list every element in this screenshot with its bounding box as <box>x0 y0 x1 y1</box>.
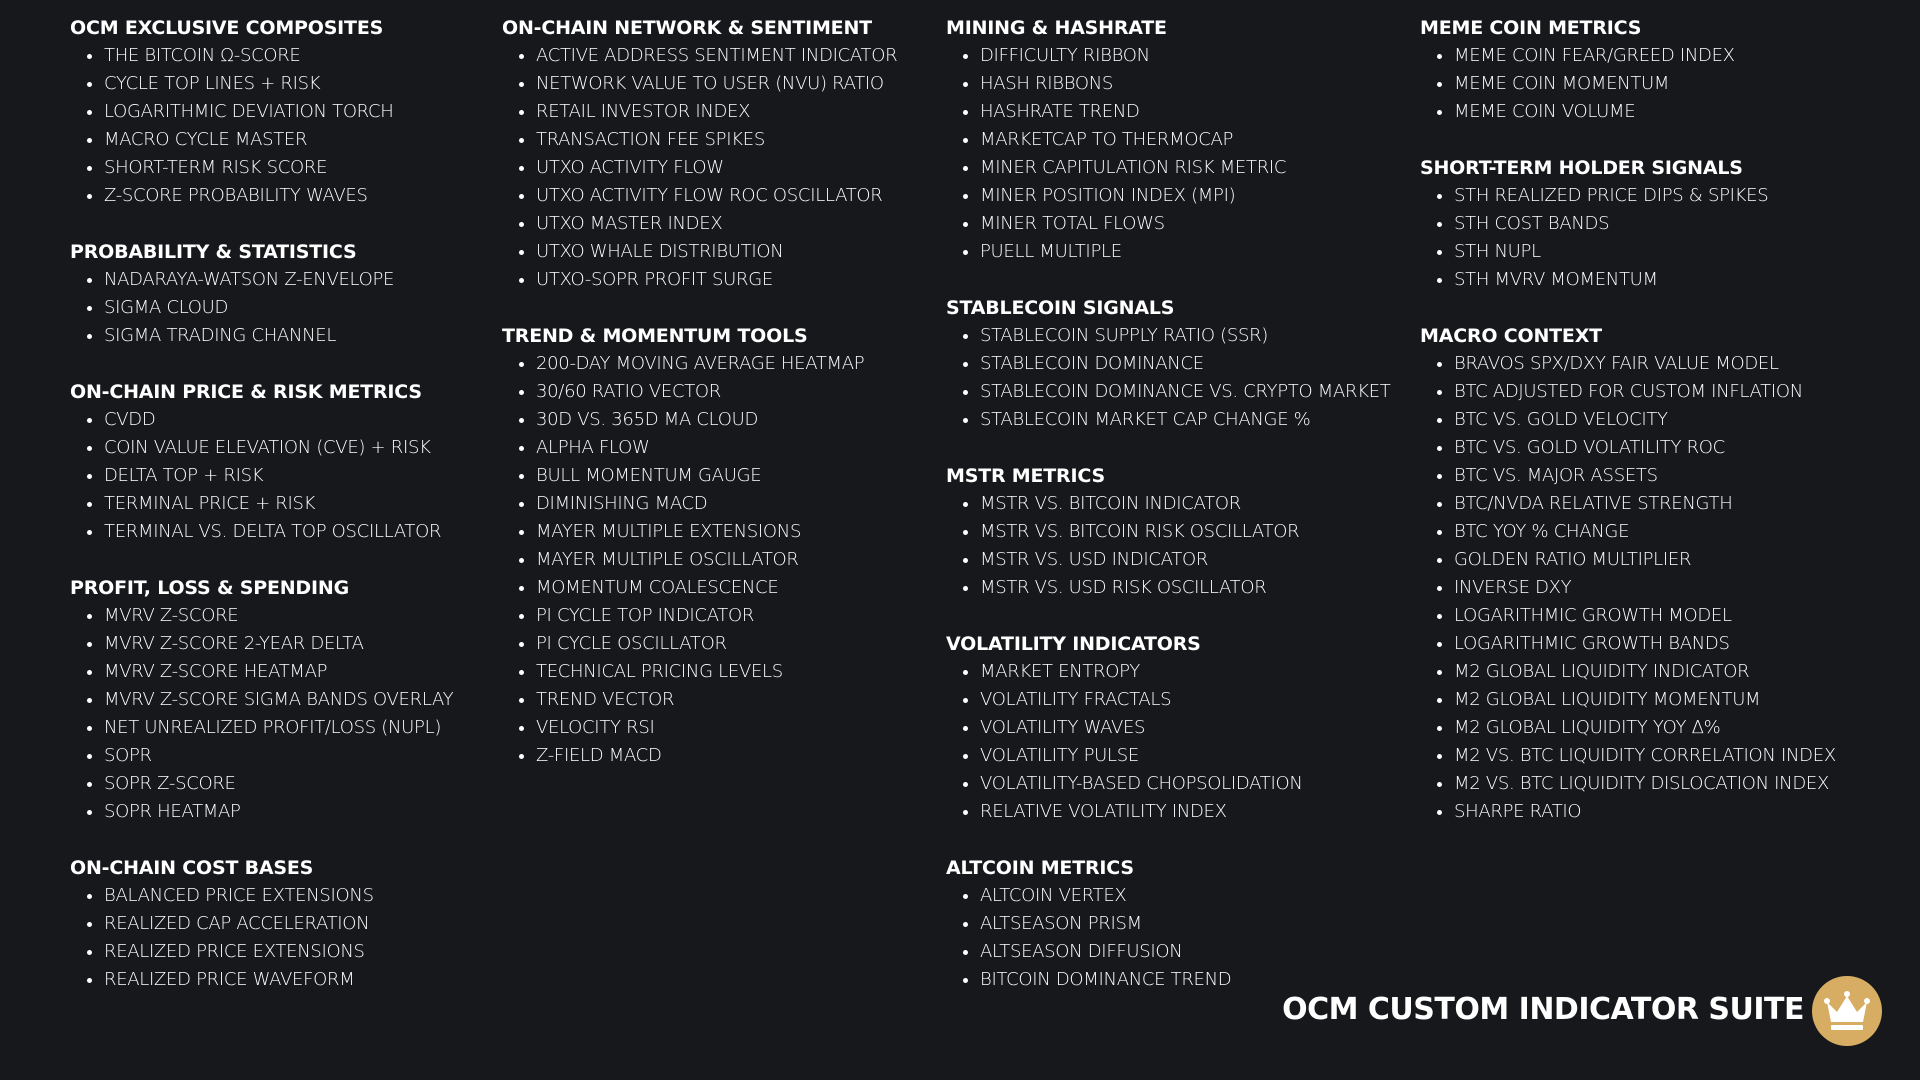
indicator-item: • ACTIVE ADDRESS SENTIMENT INDICATOR <box>536 42 942 70</box>
indicator-item: • Z-SCORE PROBABILITY WAVES <box>104 182 490 210</box>
indicator-item: • M2 GLOBAL LIQUIDITY MOMENTUM <box>1454 686 1890 714</box>
indicator-item: • REALIZED PRICE WAVEFORM <box>104 966 490 994</box>
indicator-item: • MAYER MULTIPLE EXTENSIONS <box>536 518 942 546</box>
indicator-item: • MINER TOTAL FLOWS <box>980 210 1416 238</box>
indicator-item: • Z-FIELD MACD <box>536 742 942 770</box>
indicator-item: • SIGMA CLOUD <box>104 294 490 322</box>
crown-logo-icon <box>1812 976 1882 1046</box>
indicator-item: • SOPR HEATMAP <box>104 798 490 826</box>
indicator-section <box>70 238 490 350</box>
indicator-item: • MACRO CYCLE MASTER <box>104 126 490 154</box>
indicator-item: • NETWORK VALUE TO USER (NVU) RATIO <box>536 70 942 98</box>
indicator-item: • STH MVRV MOMENTUM <box>1454 266 1890 294</box>
indicator-item: • UTXO-SOPR PROFIT SURGE <box>536 266 942 294</box>
column-4 <box>1420 14 1890 854</box>
indicator-section <box>1420 14 1890 126</box>
indicator-item: • SOPR Z-SCORE <box>104 770 490 798</box>
indicator-item: • DIFFICULTY RIBBON <box>980 42 1416 70</box>
indicator-item: • STH NUPL <box>1454 238 1890 266</box>
indicator-item: • M2 VS. BTC LIQUIDITY CORRELATION INDEX <box>1454 742 1890 770</box>
indicator-item: • MINER CAPITULATION RISK METRIC <box>980 154 1416 182</box>
indicator-list <box>1420 350 1890 826</box>
indicator-item: • CYCLE TOP LINES + RISK <box>104 70 490 98</box>
indicator-item: • M2 GLOBAL LIQUIDITY YOY Δ% <box>1454 714 1890 742</box>
indicator-list <box>70 602 490 826</box>
indicator-item: • MINER POSITION INDEX (MPI) <box>980 182 1416 210</box>
indicator-item: • NET UNREALIZED PROFIT/LOSS (NUPL) <box>104 714 490 742</box>
indicator-item: • BALANCED PRICE EXTENSIONS <box>104 882 490 910</box>
indicator-item: • LOGARITHMIC GROWTH MODEL <box>1454 602 1890 630</box>
indicator-list <box>946 322 1416 434</box>
indicator-item: • UTXO WHALE DISTRIBUTION <box>536 238 942 266</box>
indicator-item: • MVRV Z-SCORE <box>104 602 490 630</box>
indicator-item: • M2 GLOBAL LIQUIDITY INDICATOR <box>1454 658 1890 686</box>
indicator-item: • STABLECOIN SUPPLY RATIO (SSR) <box>980 322 1416 350</box>
indicator-item: • VELOCITY RSI <box>536 714 942 742</box>
indicator-item: • BTC VS. GOLD VOLATILITY ROC <box>1454 434 1890 462</box>
indicator-item: • CVDD <box>104 406 490 434</box>
indicator-item: • COIN VALUE ELEVATION (CVE) + RISK <box>104 434 490 462</box>
indicator-item: • 30/60 RATIO VECTOR <box>536 378 942 406</box>
indicator-section <box>946 462 1416 602</box>
section-title: TREND & MOMENTUM TOOLS <box>502 325 808 347</box>
indicator-item: • MSTR VS. BITCOIN RISK OSCILLATOR <box>980 518 1416 546</box>
indicator-item: • STABLECOIN DOMINANCE VS. CRYPTO MARKET <box>980 378 1416 406</box>
indicator-list <box>946 490 1416 602</box>
indicator-item: • PUELL MULTIPLE <box>980 238 1416 266</box>
indicator-item: • BULL MOMENTUM GAUGE <box>536 462 942 490</box>
indicator-list <box>502 350 942 770</box>
section-title: MSTR METRICS <box>946 465 1105 487</box>
indicator-item: • ALTSEASON DIFFUSION <box>980 938 1416 966</box>
indicator-item: • M2 VS. BTC LIQUIDITY DISLOCATION INDEX <box>1454 770 1890 798</box>
indicator-section <box>946 14 1416 266</box>
indicator-item: • GOLDEN RATIO MULTIPLIER <box>1454 546 1890 574</box>
indicator-section <box>946 854 1416 994</box>
indicator-list <box>70 406 490 546</box>
indicator-list <box>946 658 1416 826</box>
indicator-item: • PI CYCLE TOP INDICATOR <box>536 602 942 630</box>
section-title: ALTCOIN METRICS <box>946 857 1134 879</box>
indicator-item: • NADARAYA-WATSON Z-ENVELOPE <box>104 266 490 294</box>
indicator-item: • INVERSE DXY <box>1454 574 1890 602</box>
indicator-item: • ALTSEASON PRISM <box>980 910 1416 938</box>
indicator-list <box>1420 42 1890 126</box>
indicator-list <box>946 42 1416 266</box>
indicator-item: • DELTA TOP + RISK <box>104 462 490 490</box>
indicator-item: • ALTCOIN VERTEX <box>980 882 1416 910</box>
section-title: ON-CHAIN NETWORK & SENTIMENT <box>502 17 872 39</box>
indicator-list <box>70 882 490 994</box>
section-title: ON-CHAIN COST BASES <box>70 857 314 879</box>
indicator-section <box>502 322 942 770</box>
indicator-section <box>70 574 490 826</box>
indicator-item: • VOLATILITY-BASED CHOPSOLIDATION <box>980 770 1416 798</box>
indicator-item: • BTC ADJUSTED FOR CUSTOM INFLATION <box>1454 378 1890 406</box>
indicator-item: • MEME COIN VOLUME <box>1454 98 1890 126</box>
column-1 <box>70 14 490 1022</box>
indicator-item: • MAYER MULTIPLE OSCILLATOR <box>536 546 942 574</box>
indicator-item: • MVRV Z-SCORE SIGMA BANDS OVERLAY <box>104 686 490 714</box>
column-2 <box>502 14 942 798</box>
indicator-section <box>1420 322 1890 826</box>
indicator-item: • BTC/NVDA RELATIVE STRENGTH <box>1454 490 1890 518</box>
indicator-item: • TECHNICAL PRICING LEVELS <box>536 658 942 686</box>
indicator-item: • TERMINAL VS. DELTA TOP OSCILLATOR <box>104 518 490 546</box>
indicator-item: • BRAVOS SPX/DXY FAIR VALUE MODEL <box>1454 350 1890 378</box>
section-title: PROBABILITY & STATISTICS <box>70 241 357 263</box>
indicator-item: • REALIZED CAP ACCELERATION <box>104 910 490 938</box>
indicator-item: • TRANSACTION FEE SPIKES <box>536 126 942 154</box>
indicator-item: • DIMINISHING MACD <box>536 490 942 518</box>
indicator-section <box>1420 154 1890 294</box>
indicator-item: • MVRV Z-SCORE 2-YEAR DELTA <box>104 630 490 658</box>
indicator-item: • HASHRATE TREND <box>980 98 1416 126</box>
indicator-item: • REALIZED PRICE EXTENSIONS <box>104 938 490 966</box>
indicator-item: • RETAIL INVESTOR INDEX <box>536 98 942 126</box>
section-title: SHORT-TERM HOLDER SIGNALS <box>1420 157 1743 179</box>
section-title: PROFIT, LOSS & SPENDING <box>70 577 349 599</box>
indicator-list <box>70 42 490 210</box>
indicator-section <box>70 378 490 546</box>
indicator-item: • 30D VS. 365D MA CLOUD <box>536 406 942 434</box>
indicator-item: • MARKETCAP TO THERMOCAP <box>980 126 1416 154</box>
indicator-item: • SHARPE RATIO <box>1454 798 1890 826</box>
indicator-item: • MSTR VS. BITCOIN INDICATOR <box>980 490 1416 518</box>
indicator-item: • UTXO ACTIVITY FLOW ROC OSCILLATOR <box>536 182 942 210</box>
indicator-item: • TERMINAL PRICE + RISK <box>104 490 490 518</box>
indicator-item: • SIGMA TRADING CHANNEL <box>104 322 490 350</box>
indicator-list <box>70 266 490 350</box>
indicator-item: • THE BITCOIN Ω-SCORE <box>104 42 490 70</box>
section-title: STABLECOIN SIGNALS <box>946 297 1175 319</box>
indicator-item: • MVRV Z-SCORE HEATMAP <box>104 658 490 686</box>
indicator-item: • MOMENTUM COALESCENCE <box>536 574 942 602</box>
indicator-item: • RELATIVE VOLATILITY INDEX <box>980 798 1416 826</box>
indicator-list <box>502 42 942 294</box>
indicator-section <box>70 14 490 210</box>
indicator-item: • STABLECOIN MARKET CAP CHANGE % <box>980 406 1416 434</box>
indicator-item: • BITCOIN DOMINANCE TREND <box>980 966 1416 994</box>
indicator-item: • TREND VECTOR <box>536 686 942 714</box>
indicator-item: • ALPHA FLOW <box>536 434 942 462</box>
indicator-item: • SHORT-TERM RISK SCORE <box>104 154 490 182</box>
section-title: MEME COIN METRICS <box>1420 17 1642 39</box>
section-title: MINING & HASHRATE <box>946 17 1167 39</box>
indicator-list <box>1420 182 1890 294</box>
indicator-item: • MEME COIN FEAR/GREED INDEX <box>1454 42 1890 70</box>
indicator-item: • VOLATILITY FRACTALS <box>980 686 1416 714</box>
indicator-item: • BTC VS. GOLD VELOCITY <box>1454 406 1890 434</box>
indicator-item: • LOGARITHMIC GROWTH BANDS <box>1454 630 1890 658</box>
suite-title: OCM CUSTOM INDICATOR SUITE <box>1282 992 1804 1027</box>
section-title: OCM EXCLUSIVE COMPOSITES <box>70 17 384 39</box>
indicator-item: • VOLATILITY WAVES <box>980 714 1416 742</box>
indicator-item: • HASH RIBBONS <box>980 70 1416 98</box>
indicator-item: • SOPR <box>104 742 490 770</box>
indicator-item: • UTXO MASTER INDEX <box>536 210 942 238</box>
indicator-item: • STABLECOIN DOMINANCE <box>980 350 1416 378</box>
column-3 <box>946 14 1416 1022</box>
indicator-item: • 200-DAY MOVING AVERAGE HEATMAP <box>536 350 942 378</box>
indicator-item: • UTXO ACTIVITY FLOW <box>536 154 942 182</box>
indicator-item: • LOGARITHMIC DEVIATION TORCH <box>104 98 490 126</box>
indicator-item: • VOLATILITY PULSE <box>980 742 1416 770</box>
indicator-section <box>946 294 1416 434</box>
indicator-item: • STH COST BANDS <box>1454 210 1890 238</box>
indicator-item: • MARKET ENTROPY <box>980 658 1416 686</box>
indicator-item: • BTC VS. MAJOR ASSETS <box>1454 462 1890 490</box>
section-title: ON-CHAIN PRICE & RISK METRICS <box>70 381 422 403</box>
section-title: VOLATILITY INDICATORS <box>946 633 1201 655</box>
indicator-item: • MSTR VS. USD RISK OSCILLATOR <box>980 574 1416 602</box>
indicator-list <box>946 882 1416 994</box>
section-title: MACRO CONTEXT <box>1420 325 1602 347</box>
indicator-section <box>946 630 1416 826</box>
indicator-item: • PI CYCLE OSCILLATOR <box>536 630 942 658</box>
indicator-item: • MSTR VS. USD INDICATOR <box>980 546 1416 574</box>
indicator-item: • STH REALIZED PRICE DIPS & SPIKES <box>1454 182 1890 210</box>
indicator-section <box>70 854 490 994</box>
indicator-item: • BTC YOY % CHANGE <box>1454 518 1890 546</box>
indicator-section <box>502 14 942 294</box>
indicator-item: • MEME COIN MOMENTUM <box>1454 70 1890 98</box>
